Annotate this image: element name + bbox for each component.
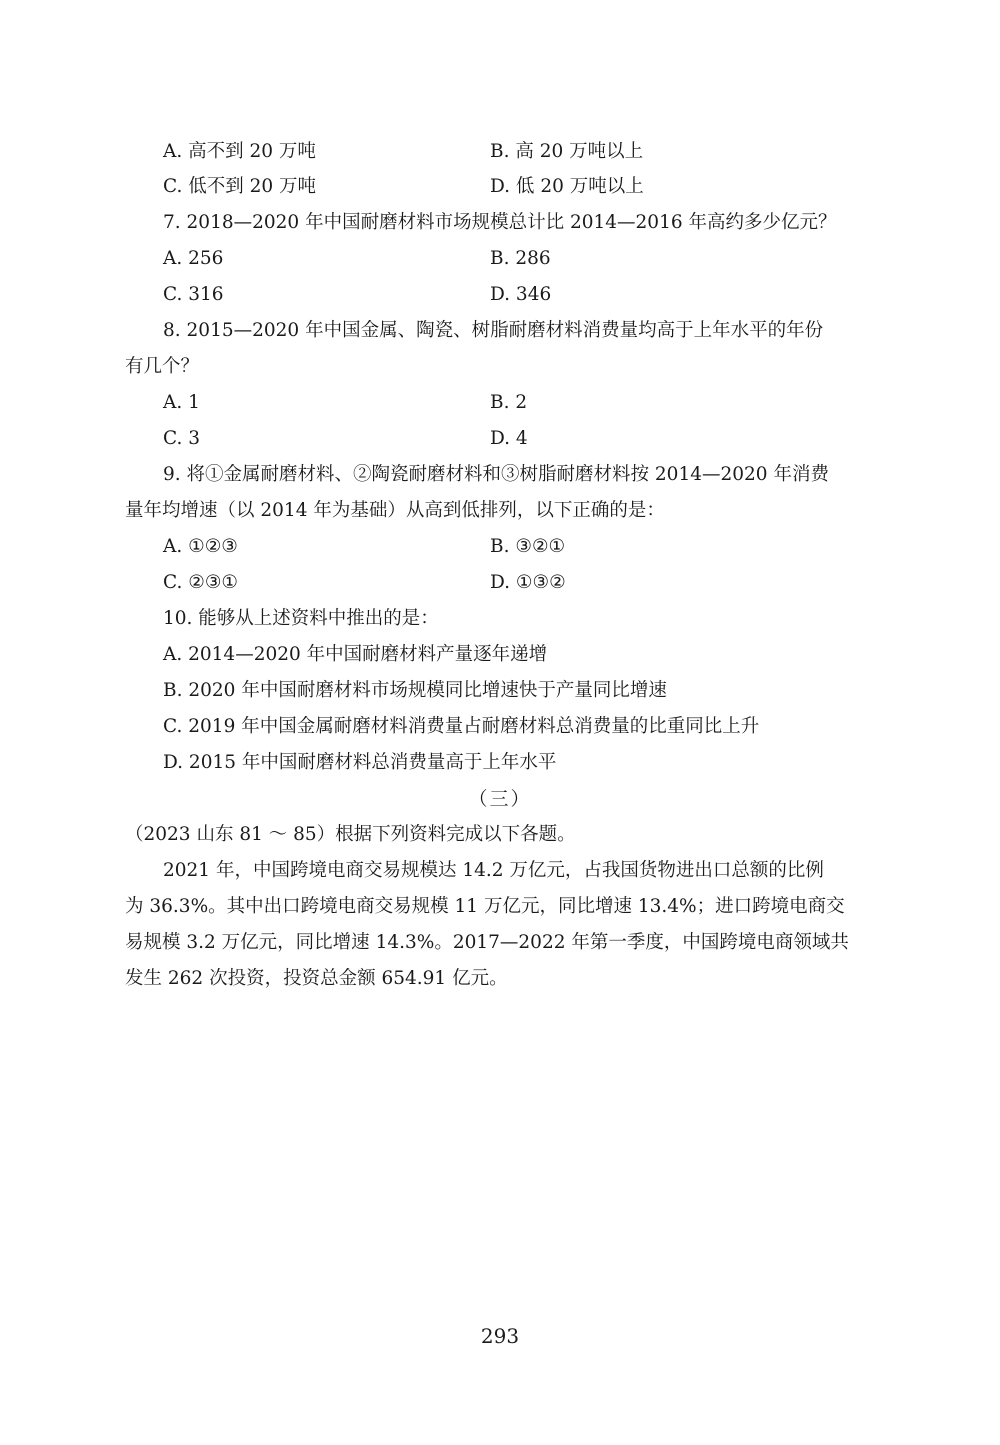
material-paragraph-line4: 发生 262 次投资，投资总金额 654.91 亿元。 — [125, 968, 508, 989]
q10-option-c: C. 2019 年中国金属耐磨材料消费量占耐磨材料总消费量的比重同比上升 — [163, 716, 760, 737]
material-paragraph-line2: 为 36.3%。其中出口跨境电商交易规模 11 万亿元，同比增速 13.4%；进口跨境电商交 — [125, 896, 845, 917]
q7-option-b: B. 286 — [490, 248, 551, 269]
q7-option-a: A. 256 — [163, 248, 224, 269]
q7-stem: 7. 2018—2020 年中国耐磨材料市场规模总计比 2014—2016 年高约多少亿元？ — [163, 212, 837, 233]
section-intro: （2023 山东 81 ～ 85）根据下列资料完成以下各题。 — [125, 824, 576, 845]
q8-option-b: B. 2 — [490, 392, 528, 413]
q9-option-b: B. ③②① — [490, 536, 566, 557]
q8-stem-line2: 有几个？ — [125, 356, 200, 377]
q10-option-d: D. 2015 年中国耐磨材料总消费量高于上年水平 — [163, 752, 557, 773]
q8-option-c: C. 3 — [163, 428, 201, 449]
section-title: （三） — [468, 788, 532, 810]
q6-option-c: C. 低不到 20 万吨 — [163, 176, 317, 197]
q8-option-d: D. 4 — [490, 428, 528, 449]
q9-option-a: A. ①②③ — [163, 536, 238, 557]
q7-option-c: C. 316 — [163, 284, 224, 305]
q10-option-a: A. 2014—2020 年中国耐磨材料产量逐年递增 — [163, 644, 548, 665]
q6-option-d: D. 低 20 万吨以上 — [490, 176, 644, 197]
q8-option-a: A. 1 — [163, 392, 200, 413]
q9-stem-line1: 9. 将①金属耐磨材料、②陶瓷耐磨材料和③树脂耐磨材料按 2014—2020 年消费 — [163, 464, 829, 485]
q7-option-d: D. 346 — [490, 284, 552, 305]
material-paragraph-line1: 2021 年，中国跨境电商交易规模达 14.2 万亿元，占我国货物进出口总额的比例 — [163, 860, 824, 881]
q9-stem-line2: 量年均增速（以 2014 年为基础）从高到低排列，以下正确的是： — [125, 500, 665, 521]
q10-stem: 10. 能够从上述资料中推出的是： — [163, 608, 439, 629]
q6-option-b: B. 高 20 万吨以上 — [490, 141, 644, 162]
q10-option-b: B. 2020 年中国耐磨材料市场规模同比增速快于产量同比增速 — [163, 680, 667, 701]
q9-option-c: C. ②③① — [163, 572, 239, 593]
q9-option-d: D. ①③② — [490, 572, 566, 593]
material-paragraph-line3: 易规模 3.2 万亿元，同比增速 14.3%。2017—2022 年第一季度，中国跨境电商领域共 — [125, 932, 849, 953]
q8-stem-line1: 8. 2015—2020 年中国金属、陶瓷、树脂耐磨材料消费量均高于上年水平的年份 — [163, 320, 824, 341]
page-number: 293 — [480, 1324, 520, 1348]
q6-option-a: A. 高不到 20 万吨 — [163, 141, 316, 162]
